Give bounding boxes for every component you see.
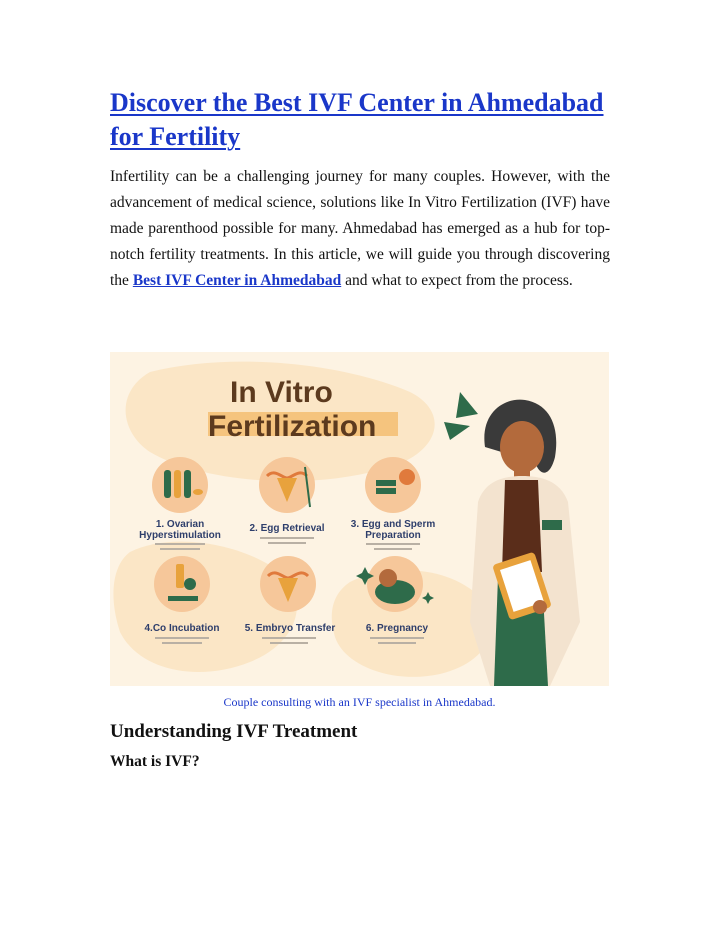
article-title[interactable]: Discover the Best IVF Center in Ahmedabad for Fertility	[110, 88, 604, 151]
step-5-desc-placeholder	[262, 637, 316, 639]
step-4-desc-placeholder	[162, 642, 202, 644]
step-4-desc-placeholder	[155, 637, 209, 639]
intro-text: Infertility can be a challenging journey for many couples. However, with the advancement of medical science, solutions like In Vitro Fertilization (IVF) have made parenthood possible for many. Ahmedabad has emerged as a hub for top-notch fertility treatments. In this article, we will guide you through discovering the	[110, 168, 610, 289]
intro-paragraph	[110, 164, 610, 294]
step-1-desc-placeholder	[155, 543, 205, 545]
test-tubes-pills-icon	[152, 457, 208, 513]
intro-text-end: and what to expect from the process.	[341, 272, 573, 289]
step-4-title: 4.Co Incubation	[144, 623, 220, 634]
step-3-title-line2: Preparation	[365, 530, 421, 541]
microscope-icon	[154, 556, 210, 612]
step-3-desc-placeholder	[374, 548, 412, 550]
section-heading: Understanding IVF Treatment	[110, 721, 358, 742]
step-2-desc-placeholder	[260, 537, 314, 539]
uterus-icon	[259, 457, 315, 513]
subheading: What is IVF?	[110, 753, 200, 770]
step-6-desc-placeholder	[378, 642, 416, 644]
step-3-desc-placeholder	[366, 543, 420, 545]
step-2-title: 2. Egg Retrieval	[249, 523, 325, 534]
step-5-desc-placeholder	[270, 642, 308, 644]
step-6-title: 6. Pregnancy	[365, 623, 429, 634]
step-1-title: 1. Ovarian	[155, 519, 205, 530]
egg-sperm-dish-icon	[365, 457, 421, 513]
best-ivf-center-link[interactable]: Best IVF Center in Ahmedabad	[132, 272, 342, 289]
figure-caption: Couple consulting with an IVF specialist in Ahmedabad.	[223, 695, 496, 709]
step-1-title-line2: Hyperstimulation	[139, 530, 221, 541]
step-1-desc-placeholder	[160, 548, 200, 550]
step-6-desc-placeholder	[370, 637, 424, 639]
infographic-title-line1: In Vitro	[230, 376, 333, 409]
step-2-desc-placeholder	[268, 542, 306, 544]
uterus-transfer-icon	[260, 556, 316, 612]
ivf-infographic	[110, 352, 609, 686]
infographic-title-line2: Fertilization	[208, 410, 377, 443]
step-5-title: 5. Embryo Transfer	[244, 623, 336, 634]
step-3-title: 3. Egg and Sperm	[350, 519, 436, 530]
